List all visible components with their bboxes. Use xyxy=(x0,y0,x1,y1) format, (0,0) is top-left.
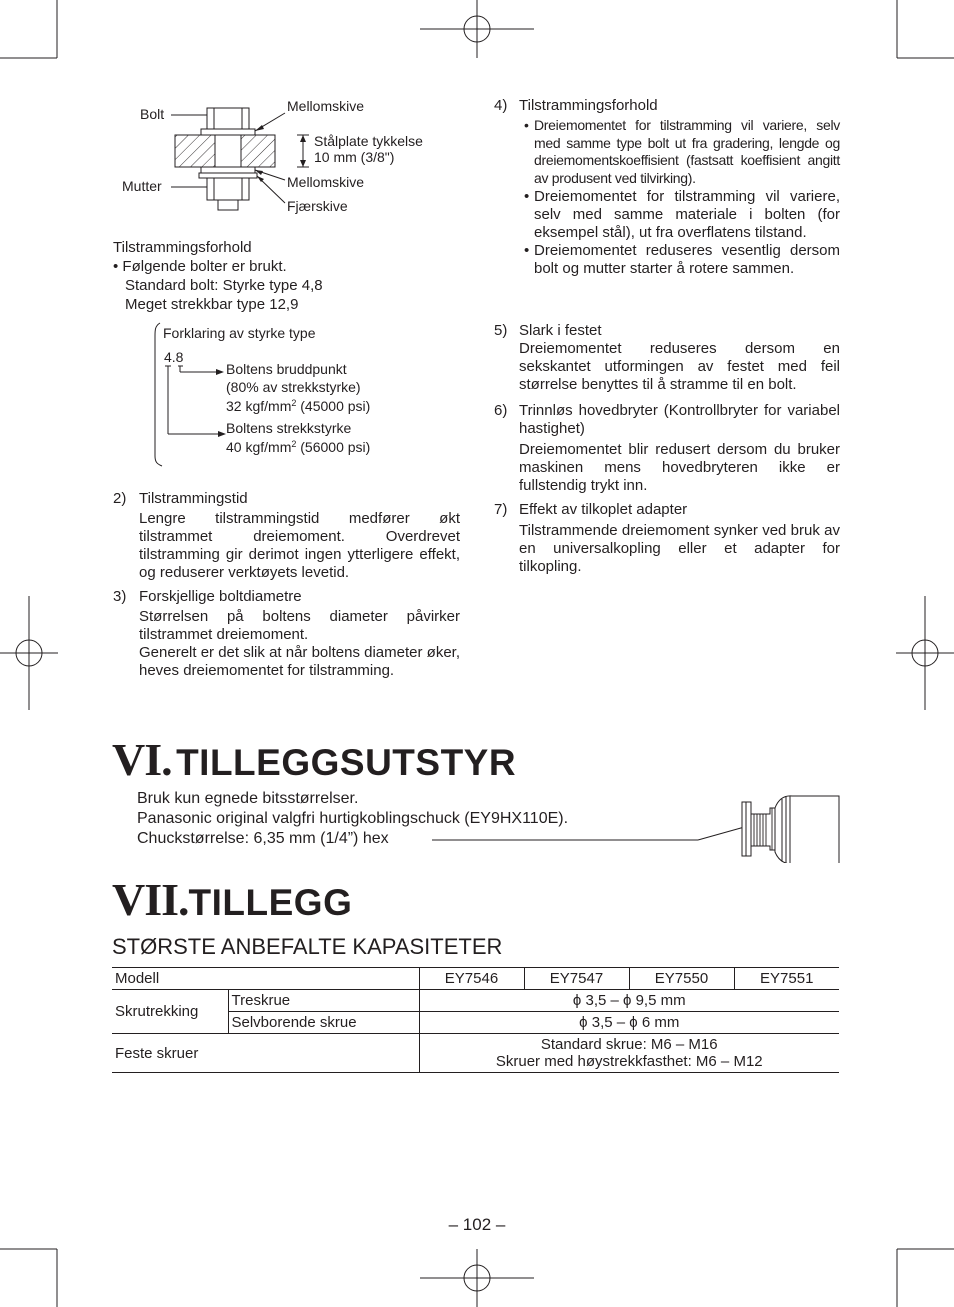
breaking-point-label: Boltens bruddpunkt xyxy=(226,361,347,377)
bullet-item: • Dreiemomentet for tilstramming vil variere, selv med samme materiale i bolten (for eksempel stål), ut fra overflatens tilstand. xyxy=(524,188,840,241)
fixing-high-tensile: Skruer med høystrekkfasthet: M6 – M12 xyxy=(495,1053,763,1070)
breaking-point-percent: (80% av strekkstyrke) xyxy=(226,379,361,395)
list-item xyxy=(494,402,840,495)
table-row xyxy=(112,968,839,990)
fixing-screws-value xyxy=(419,1034,839,1073)
label-washer-top: Mellomskive xyxy=(287,98,365,114)
table-header-ey7551: EY7551 xyxy=(734,968,839,990)
section-heading-appendix xyxy=(112,873,352,926)
strength-title: Forklaring av styrke type xyxy=(163,325,316,341)
item-body-2: Generelt er det slik at når boltens diameter øker, heves dreiemomentet for tilstramming. xyxy=(139,644,460,679)
self-drilling-cell: Selvborende skrue xyxy=(228,1012,419,1034)
item-title: Effekt av tilkoplet adapter xyxy=(519,501,688,518)
label-bolt: Bolt xyxy=(140,106,165,122)
table-header-ey7547: EY7547 xyxy=(524,968,629,990)
list-item xyxy=(113,588,460,680)
list-item xyxy=(494,501,840,576)
table-header-ey7546: EY7546 xyxy=(419,968,524,990)
accessory-line-1: Bruk kun egnede bitsstørrelser. xyxy=(137,790,359,807)
table-row xyxy=(112,990,839,1012)
item-number: 6) xyxy=(494,402,508,419)
accessory-line-2: Panasonic original valgfri hurtigkoblingschuck (EY9HX110E). xyxy=(137,810,569,827)
item-title: Tilstrammingstid xyxy=(139,490,248,507)
wood-screw-value: ϕ 3,5 – ϕ 9,5 mm xyxy=(419,990,839,1012)
capacity-table xyxy=(112,967,839,1073)
tensile-strength-value: 40 kgf/$mm^2$ (56000 psi) xyxy=(226,439,371,455)
item-title: Trinnløs hovedbryter (Kontrollbryter for variabel hastighet) xyxy=(519,402,840,437)
table-row xyxy=(112,1034,839,1073)
fixing-screws-cell: Feste skruer xyxy=(112,1034,419,1073)
item-title: Tilstrammingsforhold xyxy=(519,97,658,114)
label-spring-washer: Fjærskive xyxy=(287,198,348,214)
tightening-conditions-heading: Tilstrammingsforhold xyxy=(113,239,252,256)
item-number: 2) xyxy=(113,490,127,507)
item-title: Slark i festet xyxy=(519,322,602,339)
section-title: TILLEGG xyxy=(188,882,353,923)
section-heading-accessories xyxy=(112,733,516,786)
table-header-model: Modell xyxy=(112,968,419,990)
breaking-point-value: 32 kgf/$mm^2$ (45000 psi) xyxy=(226,398,371,414)
item-number: 4) xyxy=(494,97,508,114)
label-nut: Mutter xyxy=(122,178,162,194)
item-number: 7) xyxy=(494,501,508,518)
item-body: Dreiemomentet blir redusert dersom du bruker maskinen mens hovedbryteren ikke er fullstendig trykt inn. xyxy=(519,441,840,494)
bullet-item: • Dreiemomentet reduseres vesentlig dersom bolt og mutter starter å rotere sammen. xyxy=(524,242,840,277)
label-plate-size: 10 mm (3/8") xyxy=(314,149,395,165)
item-number: 3) xyxy=(113,588,127,605)
section-title: TILLEGGSUTSTYR xyxy=(176,742,517,783)
label-plate-thickness: Stålplate tykkelse xyxy=(314,133,423,149)
quick-chuck-illustration xyxy=(430,788,845,863)
list-item xyxy=(494,97,840,278)
strength-code: 4.8 xyxy=(164,349,184,365)
high-tensile-line: Meget strekkbar type 12,9 xyxy=(125,296,299,313)
bolts-used-line: • Følgende bolter er brukt. xyxy=(113,258,287,275)
screw-driving-cell: Skrutrekking xyxy=(112,990,228,1034)
tensile-strength-label: Boltens strekkstyrke xyxy=(226,420,352,436)
self-drilling-value: ϕ 3,5 – ϕ 6 mm xyxy=(419,1012,839,1034)
item-body: Tilstrammende dreiemoment synker ved bruk av en universalkopling eller et adapter for tilkopling. xyxy=(519,522,840,575)
strength-type-diagram xyxy=(150,318,410,468)
item-body: Størrelsen på boltens diameter påvirker tilstrammet dreiemoment. xyxy=(139,608,460,643)
bolt-diagram xyxy=(115,95,455,225)
item-body: Lengre tilstrammingstid medfører økt tilstrammet dreiemoment. Overdrevet tilstramming gir derimot ingen ytterligere effekt, og reduserer verktøyets levetid. xyxy=(139,510,460,581)
table-header-ey7550: EY7550 xyxy=(629,968,734,990)
section-number: VI. xyxy=(112,734,172,785)
list-item xyxy=(113,490,460,582)
fixing-standard: Standard skrue: M6 – M16 xyxy=(540,1036,718,1053)
label-washer-bottom: Mellomskive xyxy=(287,174,365,190)
accessory-line-3: Chuckstørrelse: 6,35 mm (1/4”) hex xyxy=(137,830,389,847)
wood-screw-cell: Treskrue xyxy=(228,990,419,1012)
capacity-subtitle: STØRSTE ANBEFALTE KAPASITETER xyxy=(112,934,503,959)
item-body: Dreiemomentet reduseres dersom en sekskantet utformingen av festet med feil størrelse benyttes til å stramme til en bolt. xyxy=(519,340,840,393)
page-number: – 102 – xyxy=(448,1215,506,1234)
section-number: VII. xyxy=(112,874,189,925)
list-item xyxy=(494,322,840,394)
bullet-text: Dreiemomentet for tilstramming vil variere, selv med samme materiale i bolten (for eksempel stål), ut fra overflatens tilstand. xyxy=(534,188,840,241)
bullet-text: Dreiemomentet for tilstramming vil variere, selv med samme type bolt ut fra gradering, lengde og dreiemomentskoeffisient (fastsatt koeffisient angitt av produsent ved tilvirking). xyxy=(534,117,840,186)
item-number: 5) xyxy=(494,322,508,339)
item-title: Forskjellige boltdiametre xyxy=(139,588,302,605)
bullet-item: • Dreiemomentet for tilstramming vil variere, selv med samme type bolt ut fra gradering, lengde og dreiemomentskoeffisient (fastsatt koeffisient angitt av produsent ved tilvirking). xyxy=(524,117,840,186)
standard-bolt-line: Standard bolt: Styrke type 4,8 xyxy=(125,277,323,294)
bullet-text: Dreiemomentet reduseres vesentlig dersom bolt og mutter starter å rotere sammen. xyxy=(534,242,840,277)
